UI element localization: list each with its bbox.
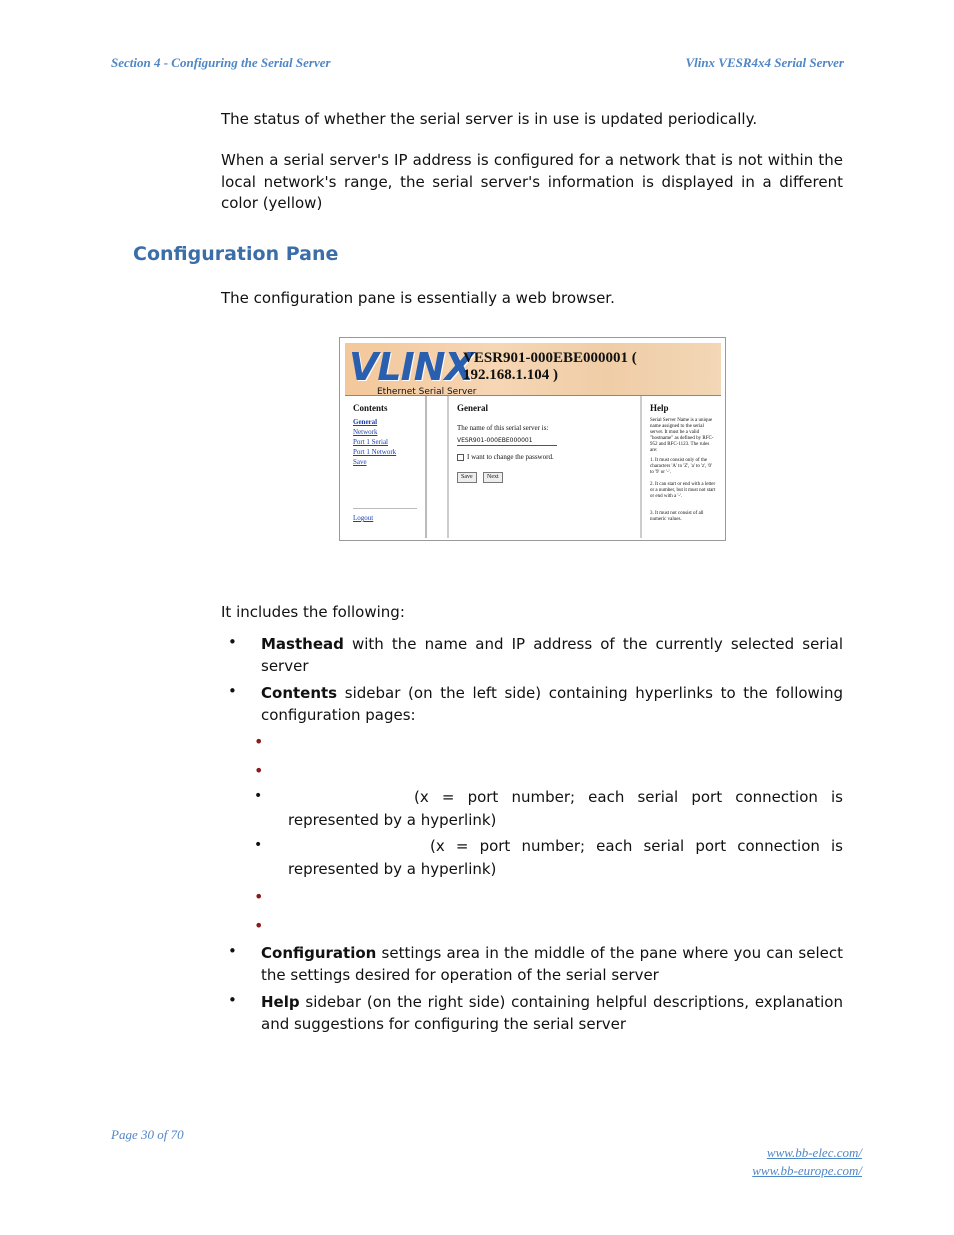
bullet-help-bold: Help xyxy=(261,993,300,1011)
change-password-label: I want to change the password. xyxy=(467,453,554,461)
contents-title: Contents xyxy=(353,403,388,413)
config-pane-screenshot xyxy=(339,337,726,541)
running-header-product: Vlinx VESR4x4 Serial Server xyxy=(685,55,844,70)
link-logout[interactable]: Logout xyxy=(353,514,374,522)
ip-range-paragraph: When a serial server's IP address is configured for a network that is not within the local network's range, the serial server's information is displayed in a different color (yellow) xyxy=(221,151,843,212)
bb-elec-link[interactable]: www.bb-elec.com/ xyxy=(766,1145,862,1160)
bullet-configuration xyxy=(261,942,843,986)
bullet-marker: • xyxy=(228,633,237,651)
sub-bullet-marker: • xyxy=(254,837,263,853)
bullet-contents-text: sidebar (on the left side) containing hyperlinks to the following configuration pages: xyxy=(261,684,843,724)
sub-bullet-marker: • xyxy=(254,788,263,804)
link-general[interactable]: General xyxy=(353,418,378,426)
bullet-help xyxy=(261,991,843,1035)
bullet-masthead-bold: Masthead xyxy=(261,635,344,653)
sub-bullet-marker: • xyxy=(254,761,264,780)
bullet-contents xyxy=(261,682,843,726)
server-name-field[interactable]: VESR901-000EBE000001 xyxy=(457,437,557,446)
vlinx-logo: VLINX xyxy=(349,345,473,389)
masthead-title: VESR901-000EBE000001 ( 192.168.1.104 ) xyxy=(463,350,637,383)
page-number: Page 30 of 70 xyxy=(111,1127,184,1142)
change-password-checkbox[interactable] xyxy=(457,454,464,461)
bullet-contents-bold: Contents xyxy=(261,684,338,702)
help-sidebar xyxy=(640,396,722,538)
contents-divider xyxy=(353,508,417,509)
bb-europe-link[interactable]: www.bb-europe.com/ xyxy=(752,1163,862,1178)
sub-bullet-marker: • xyxy=(254,916,264,935)
help-text-2: 1. It must consist only of the characters 'A' to 'Z', 'a' to 'z', '0' to '9' or '-'. xyxy=(650,458,712,475)
bullet-marker: • xyxy=(228,682,237,700)
sub-bullet-marker: • xyxy=(254,887,264,906)
general-title: General xyxy=(457,403,488,413)
link-network[interactable]: Network xyxy=(353,428,378,436)
link-port1-network[interactable]: Port 1 Network xyxy=(353,448,397,456)
help-text-4: 3. It must not consist of all numeric values. xyxy=(650,511,704,522)
running-header-section: Section 4 - Configuring the Serial Server xyxy=(111,55,331,70)
includes-intro: It includes the following: xyxy=(221,603,405,621)
link-save[interactable]: Save xyxy=(353,458,367,466)
sub-bullet-marker: • xyxy=(254,732,264,751)
general-pane xyxy=(447,396,625,538)
contents-sidebar xyxy=(345,396,427,538)
bullet-configuration-bold: Configuration xyxy=(261,944,377,962)
help-text-1: Serial Server Name is a unique name assigned to the serial server. It must be a valid "hostname" as defined by RFC-952 and RFC-1123. The rules are: xyxy=(650,418,714,453)
section-heading: Configuration Pane xyxy=(133,243,339,265)
help-title: Help xyxy=(650,403,669,413)
bullet-help-text: sidebar (on the right side) containing helpful descriptions, explanation and suggestions for configuring the serial server xyxy=(261,993,843,1033)
bullet-masthead-text: with the name and IP address of the currently selected serial server xyxy=(261,635,843,675)
sub-bullet-serial: (x = port number; each serial port connection is represented by a hyperlink) xyxy=(288,788,843,829)
sub-bullet-network: (x = port number; each serial port connection is represented by a hyperlink) xyxy=(288,837,843,878)
link-port1-serial[interactable]: Port 1 Serial xyxy=(353,438,388,446)
bullet-configuration-text: settings area in the middle of the pane where you can select the settings desired for operation of the serial server xyxy=(261,944,843,984)
bullet-masthead xyxy=(261,633,843,677)
save-button[interactable]: Save xyxy=(457,472,477,483)
config-intro-paragraph: The configuration pane is essentially a web browser. xyxy=(221,289,615,307)
help-text-3: 2. It can start or end with a letter or a number, but it must not start or end with a '-'. xyxy=(650,482,716,499)
bullet-marker: • xyxy=(228,991,237,1009)
bullet-marker: • xyxy=(228,942,237,960)
server-name-prompt: The name of this serial server is: xyxy=(457,424,549,432)
masthead xyxy=(345,343,721,396)
masthead-subtitle: Ethernet Serial Server xyxy=(377,387,477,397)
next-button[interactable]: Next xyxy=(483,472,503,483)
status-paragraph: The status of whether the serial server is in use is updated periodically. xyxy=(221,110,758,128)
